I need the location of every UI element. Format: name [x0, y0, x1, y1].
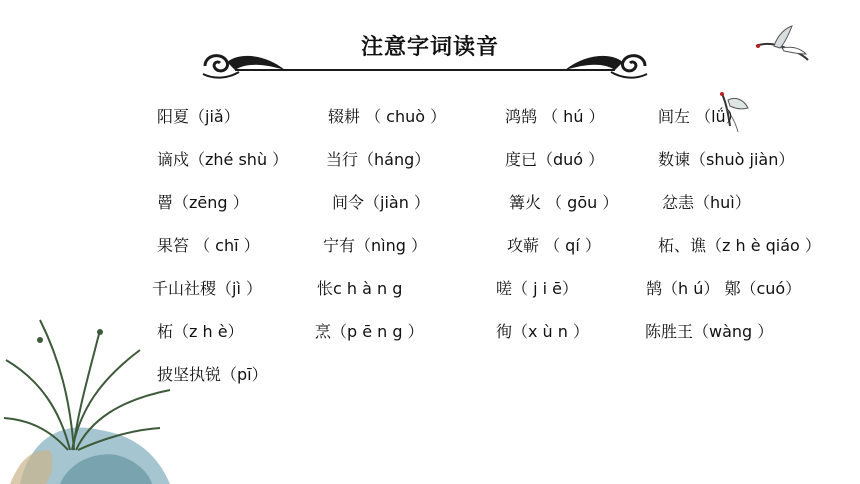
vocab-item: 谪戍（zhé shù ）	[157, 150, 289, 169]
vocab-item: 鹄（h ú） 鄚（cuó）	[646, 279, 802, 298]
vocab-item: 宁有（nìng ）	[323, 236, 427, 255]
vocab-item: 披坚执锐（pī）	[157, 365, 268, 384]
vocab-item: 篝火 （ gōu ）	[509, 193, 619, 212]
page-title: 注意字词读音	[360, 35, 499, 60]
vocab-item: 罾（zēng ）	[157, 193, 249, 212]
vocab-item: 辍耕 （ chuò ）	[328, 107, 447, 126]
vocab-item: 怅c h à n g	[317, 279, 403, 298]
vocab-item: 千山社稷（jì ）	[152, 279, 262, 298]
vocab-item: 数谏（shuò jiàn）	[658, 150, 795, 169]
vocab-item: 鸿鹄 （ hú ）	[505, 107, 605, 126]
vocab-item: 柘、谯（z h è qiáo ）	[658, 236, 821, 255]
vocab-item: 间令（jiàn ）	[332, 193, 430, 212]
vocab-item: 烹（p ē n g ）	[315, 322, 424, 341]
vocab-item: 度已（duó ）	[505, 150, 605, 169]
vocab-item: 果笞 （ chī ）	[157, 236, 260, 255]
vocab-item: 阳夏（jiǎ）	[157, 107, 240, 126]
vocab-item: 柘（z h è）	[157, 322, 244, 341]
vocab-item: 嗟（ j i ē）	[496, 279, 578, 298]
vocab-item: 当行（háng）	[326, 150, 431, 169]
vocab-item: 闾左 （lǘ）	[658, 107, 742, 126]
vocab-item: 徇（x ù n ）	[496, 322, 590, 341]
vocab-item: 忿恚（huì）	[662, 193, 751, 212]
vocab-item: 攻蕲 （ qí ）	[507, 236, 601, 255]
vocab-item: 陈胜王（wàng ）	[645, 322, 774, 341]
